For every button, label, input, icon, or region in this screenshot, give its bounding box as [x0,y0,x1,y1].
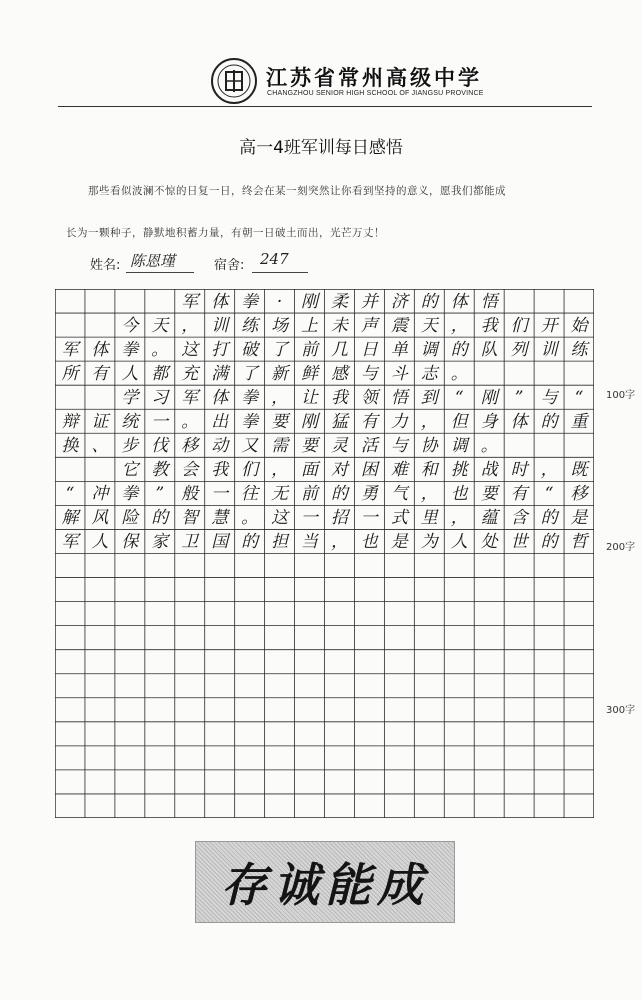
grid-char: 声 [360,316,378,337]
grid-char: 是 [390,532,408,553]
grid-char: 我 [480,316,498,337]
grid-char: 也 [360,532,378,553]
grid-char: 几 [330,340,348,361]
grid-char: “ [65,484,75,505]
school-name-english: CHANGZHOU SENIOR HIGH SCHOOL OF JIANGSU PROVINCE [267,90,484,97]
grid-char: 与 [540,388,558,409]
grid-char: 鲜 [301,364,319,385]
grid-char: 训 [211,316,229,337]
grid-char: 新 [271,364,289,385]
grid-char: 担 [271,532,289,553]
grid-char: 的 [540,508,558,529]
grid-char: 充 [181,364,199,385]
grid-char: 柔 [330,292,348,312]
grid-char: 动 [211,436,229,457]
grid-char: 拳 [241,388,259,409]
word-count-marker-100: 100字 [606,390,636,401]
grid-char: ” [155,484,165,505]
grid-char: 我 [330,388,348,409]
grid-char: 今 [121,316,139,337]
grid-char: 感 [330,364,348,385]
grid-char: 悟 [480,292,498,312]
grid-char: ， [330,532,348,553]
grid-char: 式 [390,508,408,529]
school-emblem-icon [211,58,257,104]
grid-char: 拳 [121,484,139,505]
grid-char: 军 [61,340,79,361]
grid-char: 有 [91,364,109,385]
grid-char: 刚 [301,292,319,312]
grid-char: 刚 [480,388,498,409]
grid-char: 招 [330,508,348,529]
grid-char: 的 [450,340,468,361]
grid-char: 的 [241,532,259,553]
grid-char: 力 [390,412,408,433]
grid-char: 伐 [151,436,169,457]
grid-char: 列 [510,340,528,361]
grid-char: 一 [151,412,169,433]
grid-char: 训 [540,340,558,361]
grid-char: 。 [241,508,259,529]
grid-char: 单 [390,340,408,361]
grid-char: 当 [301,532,319,553]
grid-char: 满 [211,364,229,385]
grid-char: 对 [330,460,348,481]
grid-char: 拳 [121,340,139,361]
grid-char: 教 [151,460,169,481]
grid-char: 震 [390,316,408,337]
word-count-marker-300: 300字 [606,705,636,716]
grid-char: 破 [241,340,259,361]
grid-char: 一 [360,508,378,529]
grid-char: 拳 [241,292,259,312]
grid-char: 这 [271,508,289,529]
grid-char: 了 [271,340,289,361]
grid-char: 到 [420,388,438,409]
grid-char: 它 [121,460,139,481]
grid-char: 保 [121,532,139,553]
grid-char: ， [450,508,468,529]
grid-char: 队 [480,340,498,361]
grid-char: 调 [450,436,468,457]
motto-text: 存诚能成 [221,858,429,912]
grid-char: 慧 [211,508,229,529]
grid-char: 和 [420,460,438,481]
grid-char: 要 [271,412,289,433]
grid-char: 换 [61,436,79,457]
dorm-underline [252,272,308,273]
grid-char: 证 [91,412,109,433]
name-value: 陈恩瑾 [130,252,176,270]
grid-char: 刚 [301,412,319,433]
grid-char: 天 [420,316,438,337]
grid-char: 统 [121,412,139,433]
grid-char: ， [271,460,289,481]
grid-char: 都 [151,364,169,385]
grid-char: 。 [181,412,199,433]
grid-char: 体 [91,340,109,361]
grid-char: 济 [390,292,408,312]
grid-char: 勇 [360,484,378,505]
grid-char: 身 [480,412,498,433]
grid-char: 体 [510,412,528,433]
grid-char: 的 [420,292,438,312]
grid-char: 家 [151,532,169,553]
grid-char: 让 [301,388,319,409]
grid-char: 们 [241,460,259,481]
grid-char: 需 [271,436,289,457]
grid-char: 灵 [330,436,348,457]
grid-char: 人 [91,532,109,553]
grid-char: 无 [271,484,289,505]
grid-char: 练 [241,316,259,337]
grid-char: 哲 [570,532,588,553]
grid-char: 要 [480,484,498,505]
grid-char: 冲 [91,484,109,505]
grid-char: 开 [540,316,558,337]
grid-char: ， [540,460,558,481]
grid-char: 也 [450,484,468,505]
grid-char: 前 [301,484,319,505]
grid-char: 。 [450,364,468,385]
grid-char: 困 [360,460,378,481]
name-label: 姓名: [90,258,121,273]
grid-char: ， [271,388,289,409]
grid-char: 了 [241,364,259,385]
grid-char: 的 [330,484,348,505]
grid-char: 有 [360,412,378,433]
grid-char: 含 [510,508,528,529]
grid-char: 调 [420,340,438,361]
grid-char: ” [514,388,524,409]
grid-char: 移 [570,484,588,505]
school-motto-seal [195,841,455,923]
grid-char: 始 [570,316,588,337]
grid-char: 一 [211,484,229,505]
header-divider [58,106,592,107]
grid-char: · [276,292,283,312]
grid-char: 面 [301,460,319,481]
grid-char: 我 [211,460,229,481]
grid-char: 斗 [390,364,408,385]
grid-char: ， [450,316,468,337]
grid-char: 领 [360,388,378,409]
grid-char: 蕴 [480,508,498,529]
grid-char: 步 [121,436,139,457]
grid-char: 风 [91,508,109,529]
grid-char: “ [574,388,584,409]
grid-char: 志 [420,364,438,385]
name-underline [126,272,194,273]
grid-char: ， [181,316,199,337]
grid-char: 们 [510,316,528,337]
grid-char: 的 [151,508,169,529]
grid-char: 军 [61,532,79,553]
grid-char: 世 [510,532,528,553]
grid-char: 会 [181,460,199,481]
grid-char: 上 [301,316,319,337]
word-count-marker-200: 200字 [606,542,636,553]
grid-char: 未 [330,316,348,337]
grid-char: 。 [480,436,498,457]
grid-char: 体 [211,388,229,409]
grid-char: 出 [211,412,229,433]
grid-char: 但 [450,412,468,433]
grid-char: 与 [360,364,378,385]
grid-char: 天 [151,316,169,337]
grid-char: “ [544,484,554,505]
grid-char: 这 [181,340,199,361]
grid-char: 军 [181,388,199,409]
intro-line-2: 长为一颗种子，静默地积蓄力量，有朝一日破土而出，光芒万丈！ [66,227,385,239]
grid-char: 所 [61,364,79,385]
grid-char: 重 [570,412,588,433]
grid-char: 国 [211,532,229,553]
grid-char: 。 [151,340,169,361]
grid-char: 打 [211,340,229,361]
grid-char: 般 [181,484,199,505]
grid-char: 为 [420,532,438,553]
grid-char: 猛 [330,412,348,433]
intro-line-1: 那些看似波澜不惊的日复一日，终会在某一刻突然让你看到坚持的意义，愿我们都能成 [88,185,506,197]
grid-char: 要 [301,436,319,457]
school-name: 江苏省常州高级中学 [266,65,482,90]
grid-char: 又 [241,436,259,457]
grid-char: 体 [450,292,468,312]
dorm-label: 宿舍: [214,258,245,273]
school-header [0,52,642,112]
grid-char: 移 [181,436,199,457]
grid-char: 体 [211,292,229,312]
grid-char: 协 [420,436,438,457]
grid-char: 拳 [241,412,259,433]
grid-char: 、 [91,436,109,457]
grid-char: 与 [390,436,408,457]
grid-char: 日 [360,340,378,361]
grid-char: 场 [271,316,289,337]
grid-char: 往 [241,484,259,505]
grid-char: “ [454,388,464,409]
grid-char: 人 [450,532,468,553]
page-title: 高一4班军训每日感悟 [239,138,403,158]
grid-char: 挑 [450,460,468,481]
grid-char: ， [420,412,438,433]
grid-char: 悟 [390,388,408,409]
grid-char: 是 [570,508,588,529]
grid-char: 辩 [61,412,79,433]
grid-char: 难 [390,460,408,481]
grid-char: 学 [121,388,139,409]
grid-char: 解 [61,508,79,529]
grid-char: 险 [121,508,139,529]
grid-char: 处 [480,532,498,553]
grid-char: 习 [151,388,169,409]
grid-char: 卫 [181,532,199,553]
grid-char: 战 [480,460,498,481]
grid-char: 的 [540,412,558,433]
grid-char: 有 [510,484,528,505]
grid-char: 活 [360,436,378,457]
dorm-value: 247 [260,250,289,268]
grid-char: 智 [181,508,199,529]
grid-char: 并 [360,292,378,312]
grid-char: 时 [510,460,528,481]
grid-char: 人 [121,364,139,385]
grid-char: 里 [420,508,438,529]
grid-char: 一 [301,508,319,529]
grid-char: 练 [570,340,588,361]
grid-char: 既 [570,460,588,481]
grid-char: 气 [390,484,408,505]
grid-char: 军 [181,292,199,312]
writing-grid [55,289,594,818]
grid-char: 的 [540,532,558,553]
grid-char: 前 [301,340,319,361]
grid-char: ， [420,484,438,505]
